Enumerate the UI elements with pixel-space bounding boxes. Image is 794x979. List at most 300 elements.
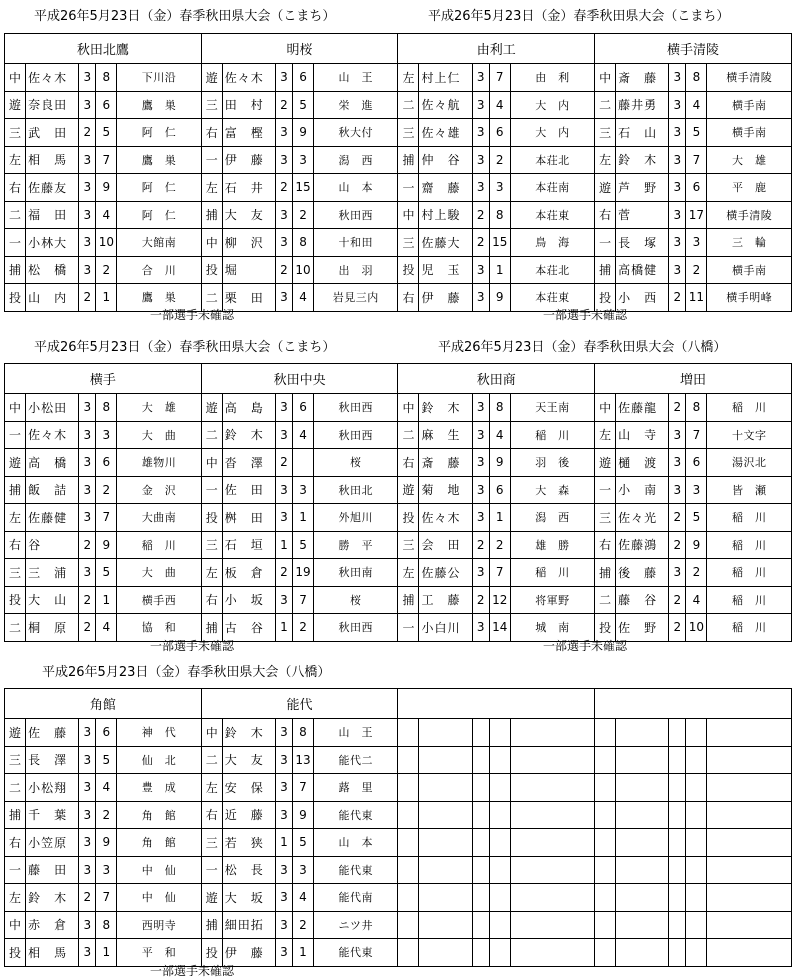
middle-school-cell: 秋田南 xyxy=(314,559,398,587)
uniform-number-cell xyxy=(686,939,707,967)
uniform-number-cell: 5 xyxy=(686,119,707,147)
grade-cell: 3 xyxy=(275,119,292,147)
uniform-number-cell: 6 xyxy=(489,476,510,504)
player-name-cell: 後 藤 xyxy=(616,559,669,587)
grade-cell: 2 xyxy=(472,201,489,229)
position-cell: 二 xyxy=(5,614,26,642)
uniform-number-cell xyxy=(686,774,707,802)
middle-school-cell: 阿 仁 xyxy=(117,119,201,147)
uniform-number-cell: 5 xyxy=(96,559,117,587)
position-cell: 投 xyxy=(201,256,222,284)
uniform-number-cell: 3 xyxy=(293,476,314,504)
grade-cell: 3 xyxy=(472,284,489,312)
lineup-table xyxy=(4,363,792,642)
table-row xyxy=(5,284,792,312)
grade-cell: 3 xyxy=(669,91,686,119)
position-cell: 一 xyxy=(398,614,419,642)
table-row xyxy=(5,939,792,967)
grade-cell: 3 xyxy=(472,91,489,119)
table-row xyxy=(5,421,792,449)
position-cell: 右 xyxy=(5,829,26,857)
player-name-cell: 栗 田 xyxy=(222,284,275,312)
grade-cell: 2 xyxy=(79,586,96,614)
player-name-cell: 山 寺 xyxy=(616,421,669,449)
middle-school-cell: 西明寺 xyxy=(117,911,201,939)
uniform-number-cell: 7 xyxy=(293,586,314,614)
middle-school-cell: 秋田西 xyxy=(314,394,398,422)
grade-cell: 3 xyxy=(275,394,292,422)
position-cell xyxy=(398,719,419,747)
player-name-cell: 相 馬 xyxy=(26,146,79,174)
position-cell: 三 xyxy=(398,531,419,559)
position-cell: 捕 xyxy=(595,559,616,587)
uniform-number-cell: 9 xyxy=(293,119,314,147)
uniform-number-cell: 1 xyxy=(292,939,313,967)
player-name-cell: 長 塚 xyxy=(616,229,669,257)
uniform-number-cell: 3 xyxy=(686,229,707,257)
middle-school-cell: 横手清陵 xyxy=(707,64,792,92)
player-name-cell: 佐々木 xyxy=(222,64,275,92)
player-name-cell: 富 樫 xyxy=(222,119,275,147)
position-cell: 右 xyxy=(398,449,419,477)
middle-school-cell: 山 本 xyxy=(314,174,398,202)
grade-cell: 2 xyxy=(472,586,489,614)
position-cell xyxy=(398,884,419,912)
uniform-number-cell xyxy=(489,774,510,802)
player-name-cell: 伊 藤 xyxy=(222,146,275,174)
player-name-cell: 小林大 xyxy=(26,229,79,257)
unconfirmed-note: 一部選手未確認 xyxy=(543,639,628,653)
position-cell: 三 xyxy=(595,119,616,147)
position-cell xyxy=(398,911,419,939)
grade-cell: 3 xyxy=(275,146,292,174)
position-cell xyxy=(398,939,419,967)
table-row xyxy=(5,449,792,477)
uniform-number-cell: 4 xyxy=(96,614,117,642)
uniform-number-cell: 8 xyxy=(686,64,707,92)
table-row xyxy=(5,884,792,912)
uniform-number-cell xyxy=(686,884,707,912)
grade-cell: 3 xyxy=(669,174,686,202)
position-cell: 投 xyxy=(595,614,616,642)
uniform-number-cell: 9 xyxy=(292,801,313,829)
middle-school-cell: 平 和 xyxy=(117,939,201,967)
uniform-number-cell xyxy=(686,911,707,939)
middle-school-cell: 能代二 xyxy=(314,746,398,774)
uniform-number-cell: 4 xyxy=(489,91,510,119)
middle-school-cell: 稲 川 xyxy=(707,586,792,614)
team-name: 横手 xyxy=(5,364,202,394)
position-cell: 遊 xyxy=(201,394,222,422)
middle-school-cell xyxy=(510,746,594,774)
grade-cell: 3 xyxy=(472,421,489,449)
position-cell xyxy=(398,801,419,829)
grade-cell xyxy=(472,801,489,829)
player-name-cell: 伊 藤 xyxy=(222,939,275,967)
middle-school-cell xyxy=(510,884,594,912)
table-row xyxy=(5,801,792,829)
game-caption: 平成26年5月23日（金）春季秋田県大会（こまち） xyxy=(428,9,730,24)
position-cell: 遊 xyxy=(201,884,222,912)
player-name-cell: 芦 野 xyxy=(616,174,669,202)
game-caption: 平成26年5月23日（金）春季秋田県大会（こまち） xyxy=(34,340,336,355)
position-cell: 中 xyxy=(5,911,26,939)
middle-school-cell: 山 本 xyxy=(314,829,398,857)
uniform-number-cell: 1 xyxy=(96,939,117,967)
uniform-number-cell: 2 xyxy=(686,559,707,587)
position-cell: 右 xyxy=(201,801,222,829)
position-cell: 左 xyxy=(595,421,616,449)
middle-school-cell: 雄 勝 xyxy=(510,531,594,559)
player-name-cell: 村上駿 xyxy=(419,201,472,229)
middle-school-cell: 下川沿 xyxy=(117,64,201,92)
position-cell: 二 xyxy=(398,91,419,119)
grade-cell: 3 xyxy=(275,884,292,912)
team-name: 秋田中央 xyxy=(201,364,398,394)
player-name-cell: 佐藤友 xyxy=(26,174,79,202)
middle-school-cell: 阿 仁 xyxy=(117,201,201,229)
uniform-number-cell: 6 xyxy=(96,91,117,119)
grade-cell: 2 xyxy=(275,449,292,477)
grade-cell: 3 xyxy=(472,174,489,202)
middle-school-cell: 能代南 xyxy=(314,884,398,912)
middle-school-cell: 横手南 xyxy=(707,91,792,119)
lineup-table xyxy=(4,33,792,312)
grade-cell: 3 xyxy=(275,911,292,939)
middle-school-cell: 大 雄 xyxy=(707,146,792,174)
position-cell: 左 xyxy=(398,64,419,92)
uniform-number-cell: 14 xyxy=(489,614,510,642)
grade-cell: 3 xyxy=(472,146,489,174)
player-name-cell: 堀 xyxy=(222,256,275,284)
position-cell: 三 xyxy=(398,119,419,147)
player-name-cell: 佐々木 xyxy=(419,504,472,532)
position-cell: 捕 xyxy=(398,146,419,174)
grade-cell xyxy=(472,774,489,802)
player-name-cell xyxy=(616,884,669,912)
player-name-cell: 工 藤 xyxy=(419,586,472,614)
team-header-row xyxy=(5,689,792,719)
position-cell xyxy=(595,911,616,939)
table-row xyxy=(5,829,792,857)
player-name-cell: 飯 詰 xyxy=(26,476,79,504)
grade-cell: 3 xyxy=(472,394,489,422)
uniform-number-cell: 4 xyxy=(686,91,707,119)
grade-cell: 3 xyxy=(472,449,489,477)
player-name-cell: 鈴 木 xyxy=(222,421,275,449)
middle-school-cell xyxy=(510,911,594,939)
middle-school-cell xyxy=(707,719,792,747)
middle-school-cell: 稲 川 xyxy=(707,531,792,559)
player-name-cell xyxy=(616,719,669,747)
grade-cell: 3 xyxy=(79,856,96,884)
uniform-number-cell: 2 xyxy=(96,801,117,829)
uniform-number-cell: 2 xyxy=(686,256,707,284)
player-name-cell: 相 馬 xyxy=(26,939,79,967)
table-row xyxy=(5,146,792,174)
unconfirmed-note: 一部選手未確認 xyxy=(150,308,235,322)
player-name-cell: 山 内 xyxy=(26,284,79,312)
uniform-number-cell xyxy=(686,829,707,857)
middle-school-cell xyxy=(707,911,792,939)
player-name-cell: 藤井勇 xyxy=(616,91,669,119)
unconfirmed-note: 一部選手未確認 xyxy=(150,964,235,978)
uniform-number-cell: 10 xyxy=(686,614,707,642)
player-name-cell: 藤 田 xyxy=(26,856,79,884)
player-name-cell: 松 橋 xyxy=(26,256,79,284)
middle-school-cell xyxy=(707,801,792,829)
player-name-cell xyxy=(419,746,472,774)
uniform-number-cell xyxy=(489,801,510,829)
grade-cell: 2 xyxy=(472,531,489,559)
player-name-cell: 大 友 xyxy=(222,201,275,229)
grade-cell: 3 xyxy=(669,476,686,504)
grade-cell: 3 xyxy=(472,559,489,587)
uniform-number-cell: 6 xyxy=(686,174,707,202)
table-row xyxy=(5,476,792,504)
uniform-number-cell: 10 xyxy=(293,256,314,284)
grade-cell: 3 xyxy=(669,119,686,147)
position-cell: 左 xyxy=(5,504,26,532)
middle-school-cell: 大 雄 xyxy=(117,394,201,422)
grade-cell: 3 xyxy=(79,229,96,257)
middle-school-cell: 大 内 xyxy=(510,91,594,119)
grade-cell: 3 xyxy=(669,421,686,449)
player-name-cell: 藤 谷 xyxy=(616,586,669,614)
position-cell: 捕 xyxy=(201,614,222,642)
table-row xyxy=(5,256,792,284)
uniform-number-cell xyxy=(293,449,314,477)
uniform-number-cell: 12 xyxy=(489,586,510,614)
lineup-table xyxy=(4,688,792,967)
middle-school-cell: 外旭川 xyxy=(314,504,398,532)
game-caption: 平成26年5月23日（金）春季秋田県大会（八橋） xyxy=(438,340,727,355)
team-name: 横手清陵 xyxy=(595,34,792,64)
grade-cell: 3 xyxy=(669,256,686,284)
middle-school-cell: 仙 北 xyxy=(117,746,201,774)
player-name-cell: 小松翔 xyxy=(26,774,79,802)
player-name-cell: 板 倉 xyxy=(222,559,275,587)
grade-cell: 3 xyxy=(79,394,96,422)
grade-cell: 3 xyxy=(79,64,96,92)
middle-school-cell: 稲 川 xyxy=(707,504,792,532)
player-name-cell xyxy=(616,939,669,967)
grade-cell: 2 xyxy=(669,394,686,422)
grade-cell: 3 xyxy=(79,201,96,229)
position-cell: 捕 xyxy=(5,801,26,829)
player-name-cell: 佐藤健 xyxy=(26,504,79,532)
uniform-number-cell: 8 xyxy=(293,229,314,257)
grade-cell xyxy=(669,719,686,747)
position-cell: 中 xyxy=(5,394,26,422)
player-name-cell: 桝 田 xyxy=(222,504,275,532)
player-name-cell: 斎 藤 xyxy=(616,64,669,92)
player-name-cell xyxy=(419,939,472,967)
grade-cell xyxy=(669,746,686,774)
player-name-cell xyxy=(616,774,669,802)
player-name-cell xyxy=(616,856,669,884)
team-name xyxy=(398,689,595,719)
grade-cell: 2 xyxy=(79,531,96,559)
player-name-cell: 佐 藤 xyxy=(26,719,79,747)
grade-cell: 2 xyxy=(275,256,292,284)
position-cell: 一 xyxy=(201,146,222,174)
grade-cell xyxy=(669,801,686,829)
position-cell xyxy=(398,829,419,857)
player-name-cell xyxy=(419,856,472,884)
position-cell: 二 xyxy=(398,421,419,449)
grade-cell: 3 xyxy=(275,64,292,92)
grade-cell: 2 xyxy=(79,614,96,642)
uniform-number-cell: 3 xyxy=(292,856,313,884)
uniform-number-cell: 6 xyxy=(96,719,117,747)
middle-school-cell: 雄物川 xyxy=(117,449,201,477)
uniform-number-cell: 8 xyxy=(96,394,117,422)
middle-school-cell: 中 仙 xyxy=(117,856,201,884)
uniform-number-cell: 7 xyxy=(96,884,117,912)
table-row xyxy=(5,586,792,614)
position-cell: 捕 xyxy=(201,201,222,229)
position-cell: 二 xyxy=(201,746,222,774)
player-name-cell: 福 田 xyxy=(26,201,79,229)
player-name-cell xyxy=(419,829,472,857)
player-name-cell: 細田拓 xyxy=(222,911,275,939)
middle-school-cell: 本荘東 xyxy=(510,284,594,312)
uniform-number-cell: 9 xyxy=(489,284,510,312)
position-cell xyxy=(398,856,419,884)
uniform-number-cell: 6 xyxy=(489,119,510,147)
player-name-cell: 谷 xyxy=(26,531,79,559)
grade-cell xyxy=(472,911,489,939)
player-name-cell: 佐々光 xyxy=(616,504,669,532)
middle-school-cell: 稲 川 xyxy=(510,421,594,449)
grade-cell: 3 xyxy=(472,504,489,532)
uniform-number-cell xyxy=(686,719,707,747)
uniform-number-cell xyxy=(686,801,707,829)
player-name-cell: 小 坂 xyxy=(222,586,275,614)
uniform-number-cell: 3 xyxy=(293,146,314,174)
uniform-number-cell: 17 xyxy=(686,201,707,229)
grade-cell: 1 xyxy=(275,829,292,857)
uniform-number-cell: 6 xyxy=(293,64,314,92)
position-cell: 三 xyxy=(5,746,26,774)
player-name-cell xyxy=(616,801,669,829)
grade-cell: 3 xyxy=(275,856,292,884)
position-cell: 投 xyxy=(5,586,26,614)
team-name: 角館 xyxy=(5,689,202,719)
grade-cell: 3 xyxy=(275,939,292,967)
player-name-cell: 赤 倉 xyxy=(26,911,79,939)
grade-cell: 2 xyxy=(669,531,686,559)
uniform-number-cell: 19 xyxy=(293,559,314,587)
player-name-cell: 佐々航 xyxy=(419,91,472,119)
uniform-number-cell: 7 xyxy=(292,774,313,802)
player-name-cell: 菅 xyxy=(616,201,669,229)
grade-cell: 3 xyxy=(79,774,96,802)
grade-cell: 2 xyxy=(79,119,96,147)
middle-school-cell: 羽 後 xyxy=(510,449,594,477)
grade-cell: 1 xyxy=(275,614,292,642)
uniform-number-cell: 8 xyxy=(686,394,707,422)
uniform-number-cell: 8 xyxy=(96,64,117,92)
position-cell xyxy=(595,884,616,912)
player-name-cell: 古 谷 xyxy=(222,614,275,642)
uniform-number-cell: 2 xyxy=(96,476,117,504)
team-header-row xyxy=(5,364,792,394)
middle-school-cell: 山 王 xyxy=(314,719,398,747)
middle-school-cell: 由 利 xyxy=(510,64,594,92)
table-row xyxy=(5,174,792,202)
player-name-cell: 伊 藤 xyxy=(419,284,472,312)
position-cell: 一 xyxy=(201,856,222,884)
uniform-number-cell: 15 xyxy=(293,174,314,202)
middle-school-cell: 将軍野 xyxy=(510,586,594,614)
player-name-cell: 樋 渡 xyxy=(616,449,669,477)
uniform-number-cell: 8 xyxy=(489,201,510,229)
uniform-number-cell: 10 xyxy=(96,229,117,257)
position-cell: 一 xyxy=(5,856,26,884)
position-cell: 一 xyxy=(5,229,26,257)
position-cell: 右 xyxy=(201,119,222,147)
middle-school-cell: 金 沢 xyxy=(117,476,201,504)
player-name-cell: 三 浦 xyxy=(26,559,79,587)
middle-school-cell: 横手南 xyxy=(707,256,792,284)
position-cell: 遊 xyxy=(595,174,616,202)
middle-school-cell: 天王南 xyxy=(510,394,594,422)
player-name-cell: 高 橋 xyxy=(26,449,79,477)
table-row xyxy=(5,719,792,747)
position-cell: 左 xyxy=(201,559,222,587)
grade-cell: 3 xyxy=(275,774,292,802)
player-name-cell: 児 玉 xyxy=(419,256,472,284)
grade-cell: 3 xyxy=(669,559,686,587)
position-cell: 中 xyxy=(201,449,222,477)
middle-school-cell: 桜 xyxy=(314,586,398,614)
middle-school-cell: 湯沢北 xyxy=(707,449,792,477)
uniform-number-cell: 7 xyxy=(686,421,707,449)
position-cell: 捕 xyxy=(5,256,26,284)
table-row xyxy=(5,746,792,774)
grade-cell xyxy=(669,884,686,912)
position-cell: 二 xyxy=(5,201,26,229)
uniform-number-cell xyxy=(686,746,707,774)
table-row xyxy=(5,774,792,802)
position-cell: 中 xyxy=(398,201,419,229)
middle-school-cell: 皆 瀬 xyxy=(707,476,792,504)
grade-cell: 2 xyxy=(79,884,96,912)
position-cell: 投 xyxy=(201,504,222,532)
player-name-cell: 佐々木 xyxy=(26,64,79,92)
team-name: 秋田商 xyxy=(398,364,595,394)
middle-school-cell: 鷹 巣 xyxy=(117,284,201,312)
uniform-number-cell: 1 xyxy=(489,256,510,284)
grade-cell: 3 xyxy=(79,421,96,449)
player-name-cell: 武 田 xyxy=(26,119,79,147)
middle-school-cell: ニツ井 xyxy=(314,911,398,939)
player-name-cell: 仲 谷 xyxy=(419,146,472,174)
grade-cell: 3 xyxy=(669,64,686,92)
uniform-number-cell: 2 xyxy=(293,614,314,642)
position-cell: 中 xyxy=(595,64,616,92)
player-name-cell: 佐 野 xyxy=(616,614,669,642)
position-cell: 投 xyxy=(398,504,419,532)
middle-school-cell: 稲 川 xyxy=(707,614,792,642)
grade-cell: 2 xyxy=(275,559,292,587)
uniform-number-cell: 9 xyxy=(96,531,117,559)
position-cell xyxy=(595,856,616,884)
player-name-cell: 奈良田 xyxy=(26,91,79,119)
team-name: 能代 xyxy=(201,689,398,719)
